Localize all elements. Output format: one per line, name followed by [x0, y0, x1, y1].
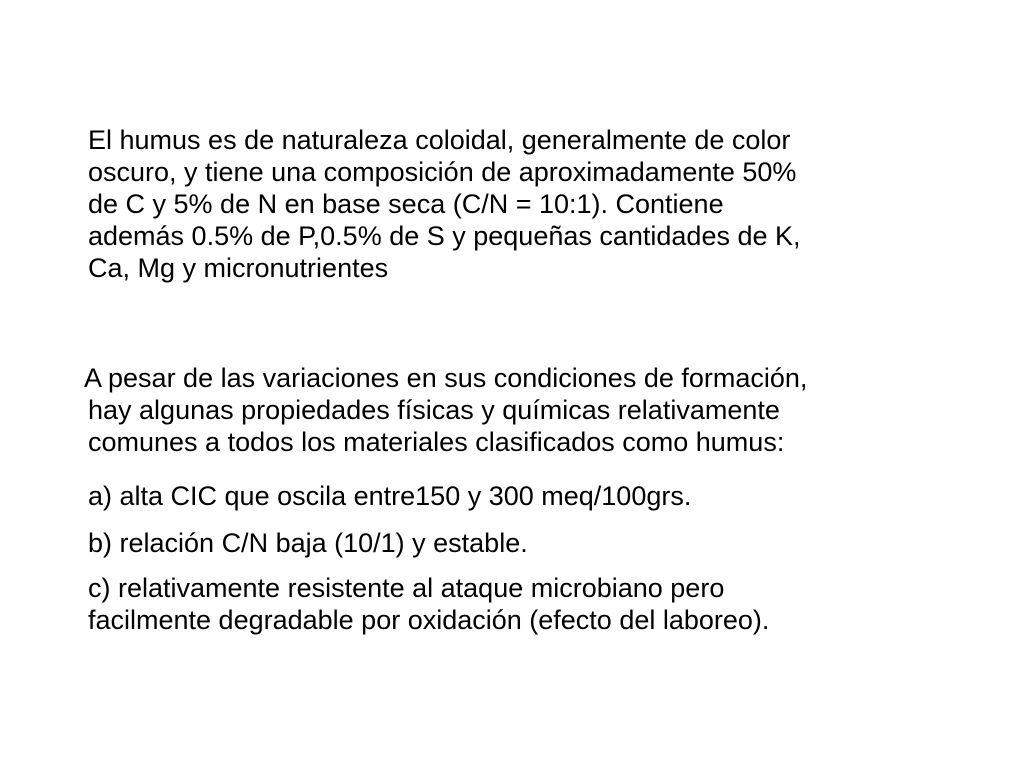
text-line: A pesar de las variaciones en sus condiciones de formación, — [84, 363, 808, 393]
list-item-b — [88, 527, 998, 559]
paragraph-humus-composition — [88, 124, 998, 284]
text-line: Ca, Mg y micronutrientes — [88, 253, 389, 283]
text-line: además 0.5% de P,0.5% de S y pequeñas cantidades de K, — [88, 221, 801, 251]
text-line: comunes a todos los materiales clasificados como humus: — [88, 427, 785, 457]
list-item-a — [88, 480, 998, 512]
text-line: oscuro, y tiene una composición de aproximadamente 50% — [88, 157, 797, 187]
text-line: de C y 5% de N en base seca (C/N = 10:1). Contiene — [88, 189, 724, 219]
text-line: c) relativamente resistente al ataque microbiano pero — [88, 573, 725, 603]
text-line: a) alta CIC que oscila entre150 y 300 meq/100grs. — [88, 481, 692, 511]
text-line: hay algunas propiedades físicas y químicas relativamente — [88, 395, 780, 425]
list-item-c — [88, 572, 998, 636]
text-line: facilmente degradable por oxidación (efecto del laboreo). — [88, 605, 770, 635]
paragraph-humus-properties — [84, 362, 1008, 458]
text-line: b) relación C/N baja (10/1) y estable. — [88, 528, 528, 558]
text-line: El humus es de naturaleza coloidal, generalmente de color — [88, 125, 791, 155]
